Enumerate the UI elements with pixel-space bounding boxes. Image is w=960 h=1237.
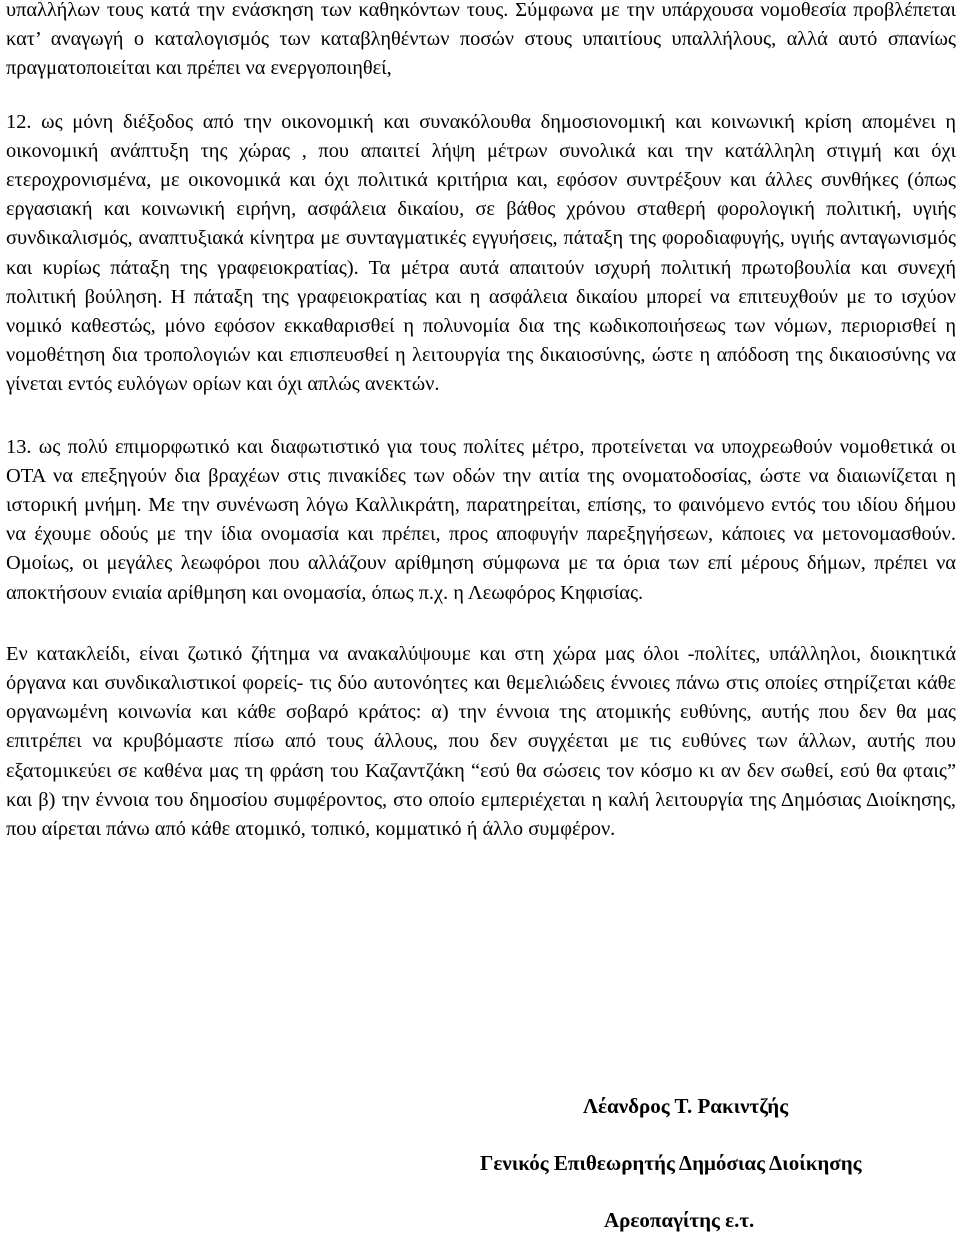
document-page [6,0,956,844]
signature-rank: Αρεοπαγίτης ε.τ. [604,1208,755,1232]
paragraph-intro-continuation: υπαλλήλων τους κατά την ενάσκηση των καθηκόντων τους. Σύμφωνα με την υπάρχουσα νομοθεσία προβλέπεται κατ’ αναγωγή ο καταλογισμός των καταβληθέντων ποσών στους υπαιτίους υπαλλήλους, αλλά αυτό σπανίως πραγματοποιείται και πρέπει να ενεργοποιηθεί, [6,0,956,80]
paragraph-conclusion: Εν κατακλείδι, είναι ζωτικό ζήτημα να ανακαλύψουμε και στη χώρα μας όλοι -πολίτες, υπάλληλοι, διοικητικά όργανα και συνδικαλιστικοί φορείς- τις δύο αυτονόητες και θεμελιώδεις έννοιες πάνω στις οποίες στηρίζεται κάθε οργανωμένη κοινωνία και κάθε σοβαρό κράτος: α) την έννοια της ατομικής ευθύνης, αυτής που δεν θα μας επιτρέπει να κρυβόμαστε πίσω από τους άλλους, που δεν συγχέεται με τις ευθύνες των άλλων, αυτής που εξατομικεύει σε καθένα μας τη φράση του Καζαντζάκη “εσύ θα σώσεις τον κόσμο κι αν δεν σωθεί, εσύ θα φταις” και β) την έννοια του δημοσίου συμφέροντος, στο οποίο εμπεριέχεται η καλή λειτουργία της Δημόσιας Διοίκησης, που αίρεται πάνω από κάθε ατομικό, τοπικό, κομματικό ή άλλο συμφέρον. [6,642,956,841]
paragraph-item-13: 13. ως πολύ επιμορφωτικό και διαφωτιστικό για τους πολίτες μέτρο, προτείνεται να υποχρεωθούν νομοθετικά οι ΟΤΑ να επεξηγούν δια βραχέων στις πινακίδες των οδών την αιτία της ονοματοδοσίας, ώστε να διαιωνίζεται η ιστορική μνήμη. Με την συνένωση λόγω Καλλικράτη, παρατηρείται, επίσης, το φαινόμενο εντός του ιδίου δήμου να έχουμε οδούς με την ίδια ονομασία και πρέπει, προς αποφυγήν παρεξηγήσεων, κάποιες να μετονομασθούν. Ομοίως, οι μεγάλες λεωφόροι που αλλάζουν αρίθμηση σύμφωνα με τα όρια των επί μέρους δήμων, πρέπει να αποκτήσουν ενιαία αρίθμηση και ονομασία, όπως π.χ. η Λεωφόρος Κηφισίας. [6,435,956,604]
signature-name: Λέανδρος Τ. Ρακιντζής [583,1094,789,1118]
signature-title: Γενικός Επιθεωρητής Δημόσιας Διοίκησης [480,1151,862,1175]
paragraph-item-12: 12. ως μόνη διέξοδος από την οικονομική και συνακόλουθα δημοσιονομική και κοινωνική κρίση απομένει η οικονομική ανάπτυξη της χώρας , που απαιτεί λήψη μέτρων συνολικά και την κατάλληλη στιγμή και όχι ετεροχρονισμένα, με οικονομικά και όχι πολιτικά κριτήρια και, εφόσον συντρέξουν και άλλες συνθήκες (όπως εργασιακή και κοινωνική ειρήνη, ασφάλεια δικαίου, σε βάθος χρόνου σταθερή φορολογική πολιτική, υγιής συνδικαλισμός, αναπτυξιακά κίνητρα με συνταγματικές εγγυήσεις, πάταξη της φοροδιαφυγής, υγιής ανταγωνισμός και κυρίως πάταξη της γραφειοκρατίας). Τα μέτρα αυτά απαιτούν ισχυρή πολιτική πρωτοβουλία και συνεχή πολιτική βούληση. Η πάταξη της γραφειοκρατίας και η ασφάλεια δικαίου μπορεί να επιτευχθούν με το ισχύον νομικό καθεστώς, μόνο εφόσον εκκαθαρισθεί η πολυνομία δια της κωδικοποιήσεως των νόμων, περιορισθεί η νομοθέτηση δια τροπολογιών και επισπευσθεί η λειτουργία της δικαιοσύνης, ώστε η απόδοση της δικαιοσύνης να γίνεται εντός ευλόγων ορίων και όχι απλώς ανεκτών. [6,110,956,396]
